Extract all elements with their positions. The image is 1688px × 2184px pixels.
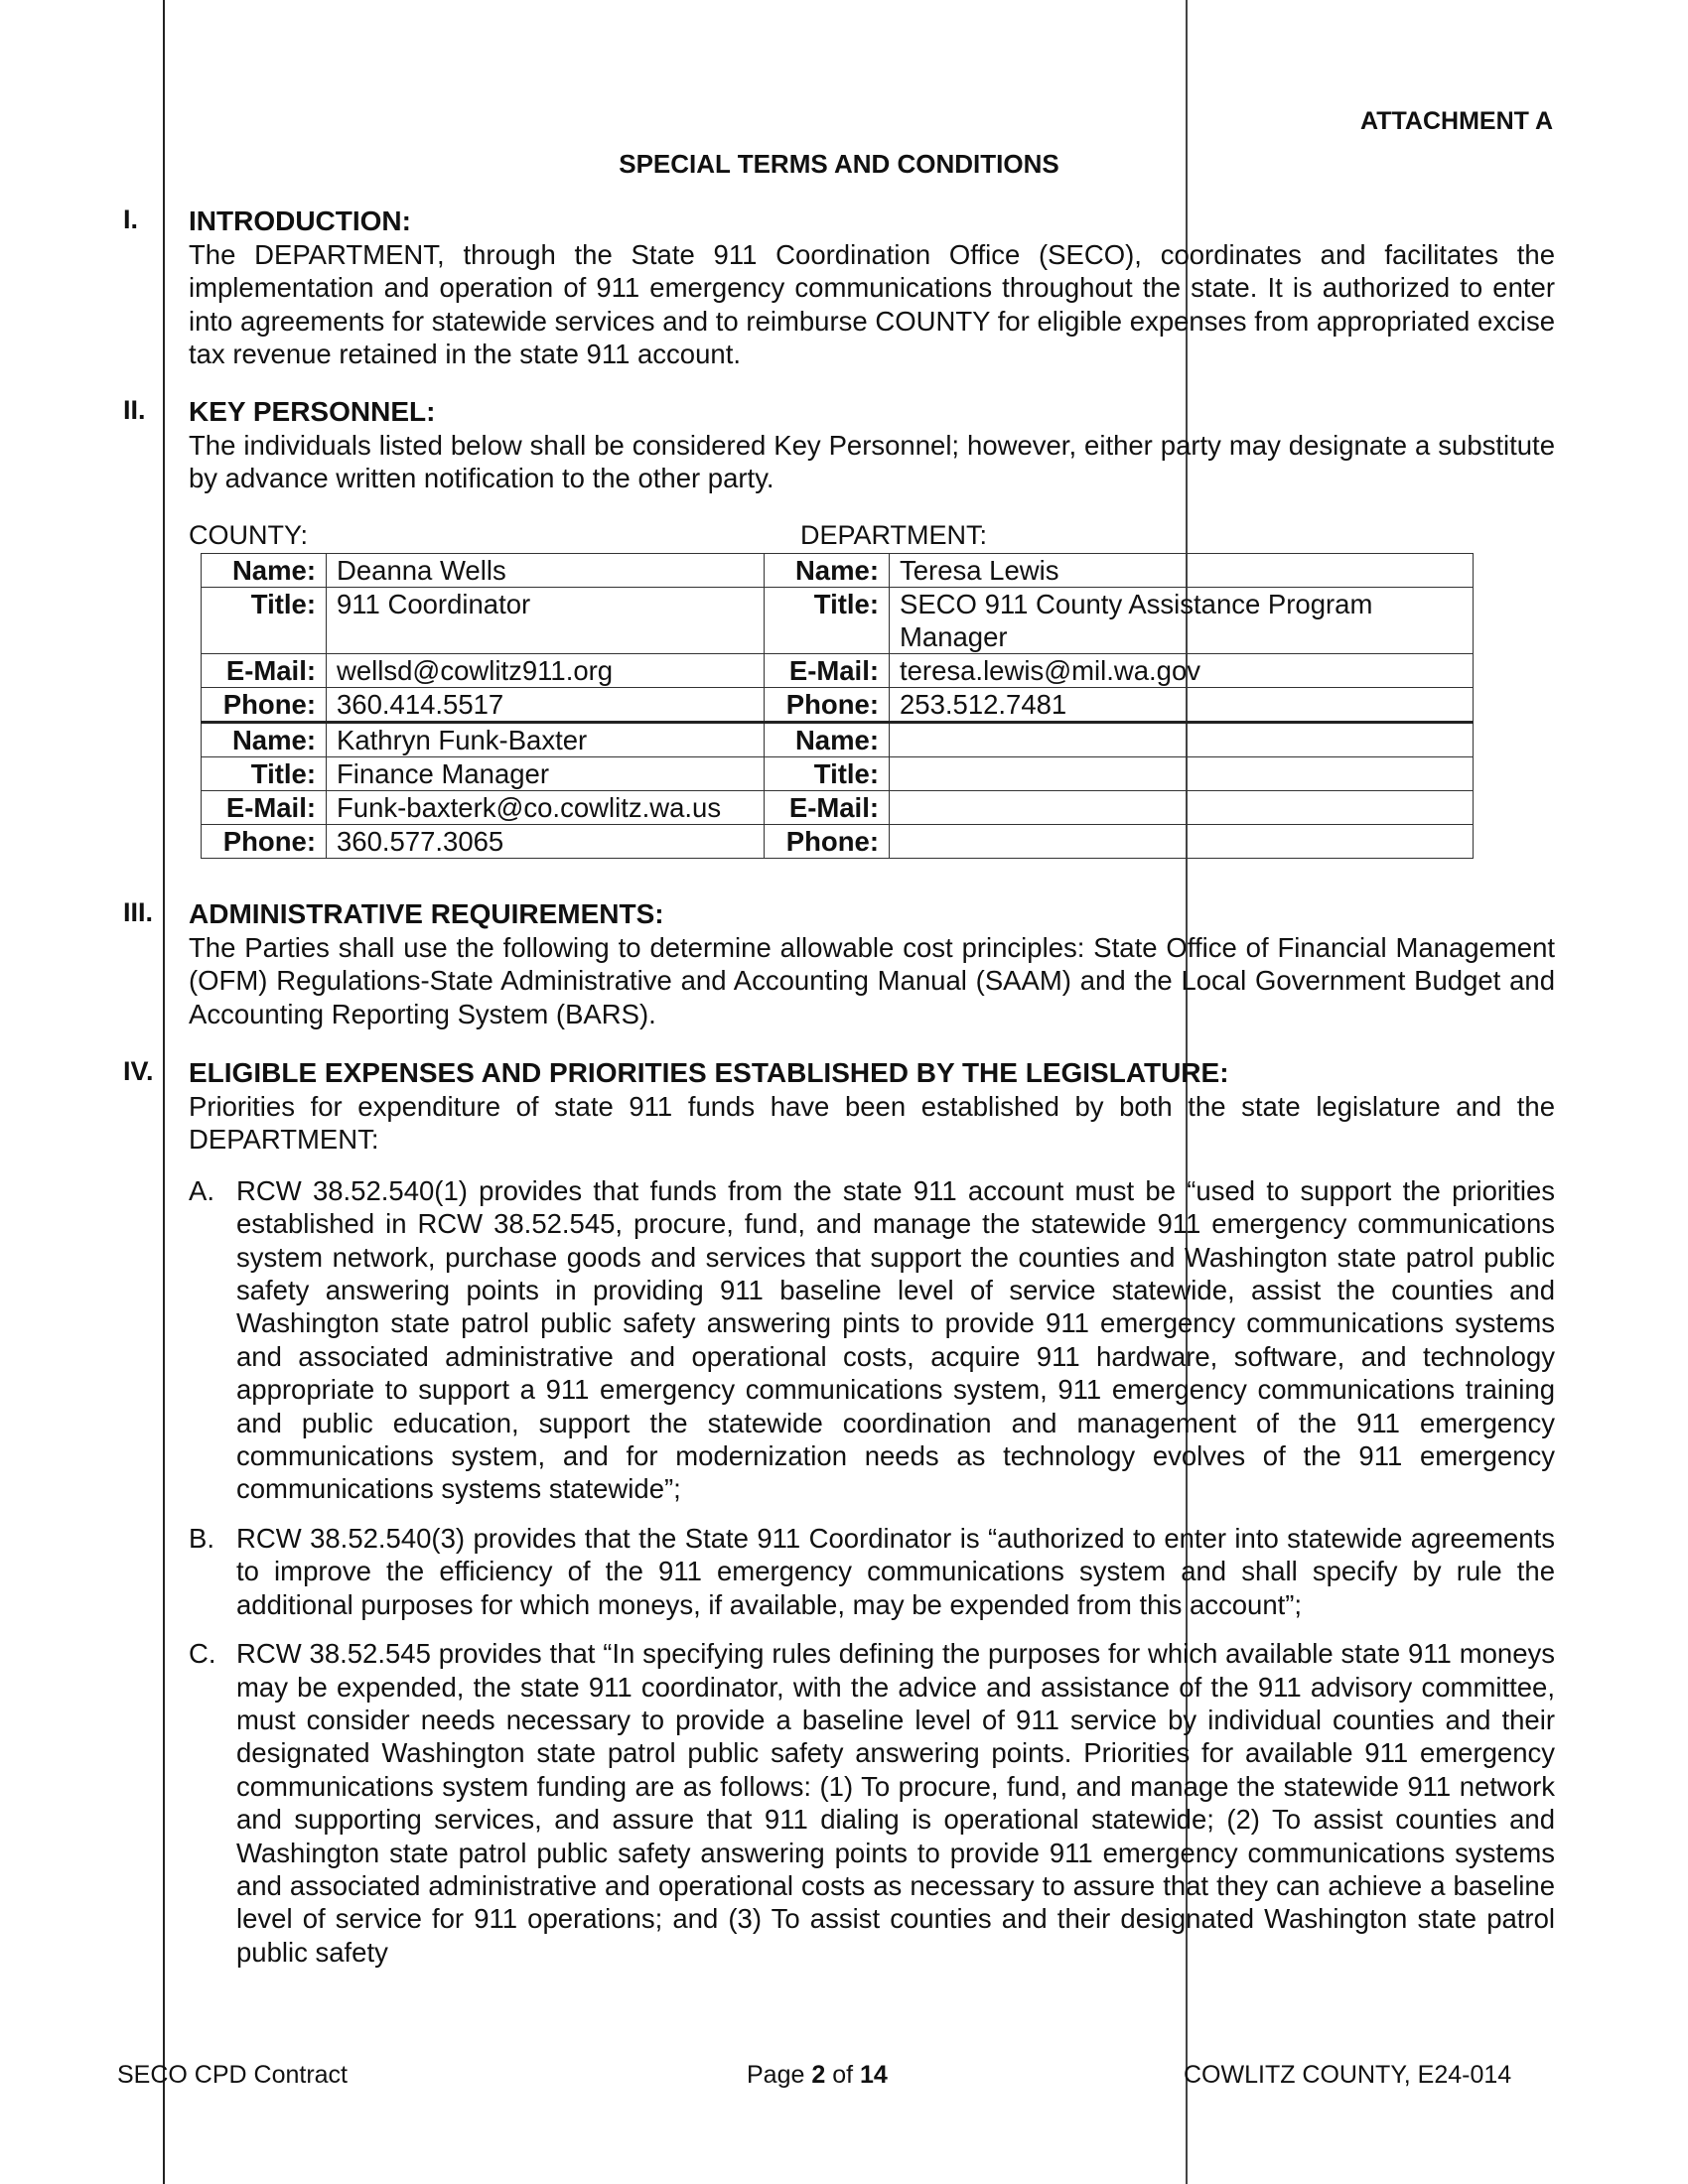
department-title: SECO 911 County Assistance Program Manager: [890, 588, 1474, 654]
name-label: Name:: [765, 554, 890, 588]
section-eligible-expenses: [123, 1056, 1555, 1984]
section-heading: KEY PERSONNEL:: [189, 396, 436, 427]
left-margin-rule: [163, 0, 165, 2184]
section-numeral: I.: [123, 205, 139, 234]
list-item-text: RCW 38.52.540(1) provides that funds from the state 911 account must be “used to support the priorities established in RCW 38.52.545, procure, fund, and manage the statewide 911 emergency communications system network, purchase goods and services that support the counties and Washington state patrol public safety answering points in providing 911 baseline level of service statewide, assist the counties and Washington state patrol public safety answering pints to provide 911 emergency communications systems and associated administrative and operational costs, acquire 911 hardware, software, and technology appropriate to support a 911 emergency communications system, 911 emergency communications training and public education, support the statewide coordination and management of the 911 emergency communications system, and for modernization needs as technology evolves of the 911 emergency communications systems statewide”;: [236, 1174, 1555, 1505]
department-email: teresa.lewis@mil.wa.gov: [890, 654, 1474, 688]
email-label: E-Mail:: [202, 791, 327, 825]
section-body: Priorities for expenditure of state 911 funds have been established by both the state legislature and the DEPARTMENT:: [189, 1091, 1555, 1156]
table-row: [202, 654, 1474, 688]
page-prefix: Page: [747, 2061, 812, 2089]
name-label: Name:: [202, 723, 327, 757]
department-phone: 253.512.7481: [890, 688, 1474, 723]
table-row: [202, 688, 1474, 723]
section-numeral: IV.: [123, 1056, 154, 1086]
page-of: of: [825, 2061, 860, 2089]
footer-contract-name: SECO CPD Contract: [117, 2061, 349, 2089]
section-numeral: III.: [123, 897, 154, 927]
county-name: Kathryn Funk-Baxter: [327, 723, 765, 757]
section-heading: ADMINISTRATIVE REQUIREMENTS:: [189, 898, 664, 929]
priorities-list: [189, 1174, 1555, 1969]
department-title: [890, 757, 1474, 791]
phone-label: Phone:: [765, 825, 890, 859]
county-phone: 360.414.5517: [327, 688, 765, 723]
page-total: 14: [860, 2061, 888, 2089]
section-body: The Parties shall use the following to determine allowable cost principles: State Office of Financial Management (OFM) Regulations-State Administrative and Accounting Manual (SAAM) and the Local Government Budget and Accounting Reporting System (BARS).: [189, 932, 1555, 1029]
department-name: Teresa Lewis: [890, 554, 1474, 588]
county-heading: COUNTY:: [189, 520, 309, 550]
table-row: [202, 791, 1474, 825]
email-label: E-Mail:: [202, 654, 327, 688]
county-phone: 360.577.3065: [327, 825, 765, 859]
department-name: [890, 723, 1474, 757]
list-item: [189, 1637, 1555, 1969]
department-email: [890, 791, 1474, 825]
key-personnel-table: [201, 553, 1474, 859]
name-label: Name:: [765, 723, 890, 757]
section-administrative-requirements: [123, 897, 1555, 1030]
county-email: wellsd@cowlitz911.org: [327, 654, 765, 688]
section-heading: INTRODUCTION:: [189, 205, 411, 236]
title-label: Title:: [202, 588, 327, 654]
county-email: Funk-baxterk@co.cowlitz.wa.us: [327, 791, 765, 825]
attachment-label: ATTACHMENT A: [1360, 107, 1553, 135]
county-title: 911 Coordinator: [327, 588, 765, 654]
table-row: [202, 723, 1474, 757]
list-item-letter: C.: [189, 1638, 216, 1670]
title-label: Title:: [202, 757, 327, 791]
footer-contract-id: COWLITZ COUNTY, E24-014: [1184, 2061, 1512, 2089]
department-heading: DEPARTMENT:: [800, 520, 988, 550]
table-row: [202, 554, 1474, 588]
list-item: [189, 1174, 1555, 1506]
list-item-letter: A.: [189, 1174, 214, 1206]
table-row: [202, 757, 1474, 791]
section-body: The DEPARTMENT, through the State 911 Coordination Office (SECO), coordinates and facilitates the implementation and operation of 911 emergency communications throughout the state. It is authorized to enter into agreements for statewide services and to reimburse COUNTY for eligible expenses from appropriated excise tax revenue retained in the state 911 account.: [189, 239, 1555, 370]
email-label: E-Mail:: [765, 791, 890, 825]
title-label: Title:: [765, 757, 890, 791]
table-row: [202, 588, 1474, 654]
title-label: Title:: [765, 588, 890, 654]
table-row: [202, 825, 1474, 859]
list-item-text: RCW 38.52.545 provides that “In specifying rules defining the purposes for which available state 911 moneys may be expended, the state 911 coordinator, with the advice and assistance of the 911 advisory committee, must consider needs necessary to provide a baseline level of 911 service by individual counties and their designated Washington state patrol public safety answering points. Priorities for available 911 emergency communications system funding are as follows: (1) To procure, fund, and manage the statewide 911 network and supporting services, and assure that 911 dialing is operational statewide; (2) To assist counties and Washington state patrol public safety answering points to provide 911 emergency communications systems and associated administrative and operational costs as necessary to assure that they can achieve a baseline level of service for 911 operations; and (3) To assist counties and their designated Washington state patrol public safety: [236, 1638, 1555, 1968]
footer-page-number: [747, 2061, 888, 2090]
email-label: E-Mail:: [765, 654, 890, 688]
list-item-letter: B.: [189, 1522, 214, 1554]
list-item-text: RCW 38.52.540(3) provides that the State 911 Coordinator is “authorized to enter into statewide agreements to improve the efficiency of the 911 emergency communications system and shall specify by rule the additional purposes for which moneys, if available, may be expended from this account”;: [236, 1522, 1555, 1620]
county-name: Deanna Wells: [327, 554, 765, 588]
section-introduction: [123, 205, 1555, 371]
section-body: The individuals listed below shall be considered Key Personnel; however, either party may designate a substitute by advance written notification to the other party.: [189, 430, 1555, 494]
county-title: Finance Manager: [327, 757, 765, 791]
page-title: SPECIAL TERMS AND CONDITIONS: [619, 149, 1059, 179]
phone-label: Phone:: [202, 825, 327, 859]
name-label: Name:: [202, 554, 327, 588]
page-current: 2: [811, 2061, 826, 2089]
phone-label: Phone:: [202, 688, 327, 723]
section-numeral: II.: [123, 395, 146, 425]
section-key-personnel: [123, 395, 1555, 495]
section-heading: ELIGIBLE EXPENSES AND PRIORITIES ESTABLISHED BY THE LEGISLATURE:: [189, 1057, 1229, 1088]
phone-label: Phone:: [765, 688, 890, 723]
department-phone: [890, 825, 1474, 859]
list-item: [189, 1522, 1555, 1621]
